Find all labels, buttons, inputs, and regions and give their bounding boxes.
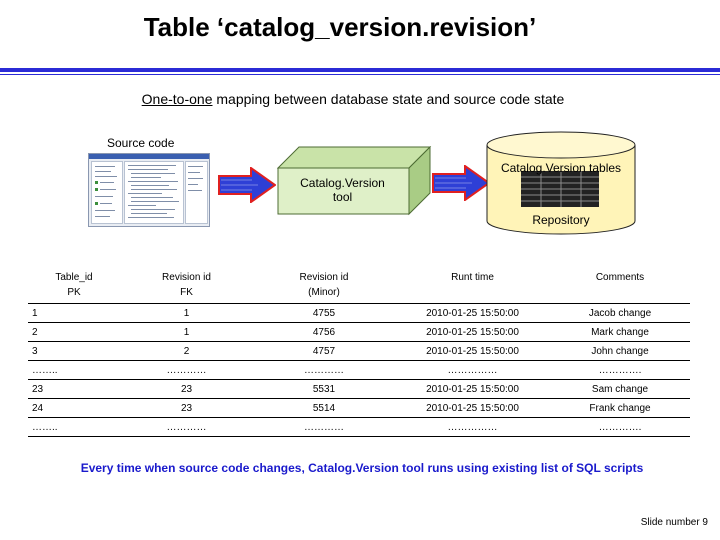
cell-table-id: 1 bbox=[28, 304, 120, 323]
header-revision-id: Revision id bbox=[162, 272, 211, 283]
tool-label-line1: Catalog.Version bbox=[300, 176, 385, 190]
cell-table-id: …….. bbox=[28, 361, 120, 380]
cell-comment: Frank change bbox=[550, 399, 690, 418]
subtitle-emphasis: One-to-one bbox=[141, 91, 213, 107]
header-comments: Comments bbox=[595, 272, 645, 283]
subtitle-text: mapping between database state and source code state bbox=[212, 91, 565, 107]
cell-revision-minor: 4756 bbox=[253, 323, 395, 342]
header-run-time: Runt time bbox=[451, 272, 494, 283]
cell-revision-minor: ………… bbox=[253, 361, 395, 380]
cell-comment: Mark change bbox=[550, 323, 690, 342]
header-pk: PK bbox=[67, 287, 81, 298]
title-divider-thin bbox=[0, 74, 720, 75]
cell-revision-minor: 4757 bbox=[253, 342, 395, 361]
cell-run-time: 2010-01-25 15:50:00 bbox=[395, 399, 550, 418]
table-row bbox=[28, 304, 690, 323]
header-revision-id-minor: Revision id bbox=[299, 272, 349, 283]
cell-table-id: 2 bbox=[28, 323, 120, 342]
cell-revision-id: 23 bbox=[120, 380, 253, 399]
cell-revision-minor: ………… bbox=[253, 418, 395, 437]
subtitle bbox=[0, 91, 706, 107]
cell-run-time: 2010-01-25 15:50:00 bbox=[395, 304, 550, 323]
source-code-label: Source code bbox=[107, 136, 175, 150]
tool-label-line2: tool bbox=[332, 190, 353, 204]
revision-table bbox=[28, 270, 690, 437]
repository-label: Repository bbox=[532, 213, 590, 227]
cell-comment: Sam change bbox=[550, 380, 690, 399]
header-fk: FK bbox=[180, 287, 193, 298]
arrow-right-icon-2 bbox=[432, 165, 490, 201]
cell-run-time: …………… bbox=[395, 418, 550, 437]
cell-revision-id: 1 bbox=[120, 323, 253, 342]
header-empty-2 bbox=[550, 285, 690, 304]
cell-table-id: 24 bbox=[28, 399, 120, 418]
cell-revision-id: ………… bbox=[120, 418, 253, 437]
cell-comment: John change bbox=[550, 342, 690, 361]
cell-comment: Jacob change bbox=[550, 304, 690, 323]
cell-revision-minor: 4755 bbox=[253, 304, 395, 323]
footer-note: Every time when source code changes, Catalog.Version tool runs using existing list of SQL scripts bbox=[80, 461, 644, 475]
table-row bbox=[28, 418, 690, 437]
table-row bbox=[28, 361, 690, 380]
cell-run-time: 2010-01-25 15:50:00 bbox=[395, 323, 550, 342]
header-minor: (Minor) bbox=[308, 287, 340, 298]
db-tables-icon bbox=[521, 171, 599, 207]
cell-revision-id: 2 bbox=[120, 342, 253, 361]
cell-run-time: 2010-01-25 15:50:00 bbox=[395, 342, 550, 361]
cell-revision-id: 1 bbox=[120, 304, 253, 323]
title-divider bbox=[0, 68, 720, 72]
table-row bbox=[28, 323, 690, 342]
cell-revision-minor: 5531 bbox=[253, 380, 395, 399]
table-row bbox=[28, 380, 690, 399]
cell-table-id: 23 bbox=[28, 380, 120, 399]
cell-run-time: …………… bbox=[395, 361, 550, 380]
cell-table-id: 3 bbox=[28, 342, 120, 361]
table-row bbox=[28, 342, 690, 361]
tool-label bbox=[277, 176, 408, 204]
cell-revision-minor: 5514 bbox=[253, 399, 395, 418]
page-title: Table ‘catalog_version.revision’ bbox=[143, 12, 537, 42]
cell-comment: …………. bbox=[550, 418, 690, 437]
cell-run-time: 2010-01-25 15:50:00 bbox=[395, 380, 550, 399]
cell-table-id: …….. bbox=[28, 418, 120, 437]
arrow-right-icon bbox=[218, 167, 276, 203]
cell-revision-id: 23 bbox=[120, 399, 253, 418]
source-code-screenshot bbox=[88, 153, 210, 227]
header-table-id: Table_id bbox=[55, 272, 93, 283]
repository-title: Catalog.Version tables bbox=[500, 161, 622, 175]
table-header-row bbox=[28, 270, 690, 285]
slide-number: Slide number 9 bbox=[640, 517, 708, 528]
table-header-row-2 bbox=[28, 285, 690, 304]
table-row bbox=[28, 399, 690, 418]
cell-revision-id: ………… bbox=[120, 361, 253, 380]
cell-comment: …………. bbox=[550, 361, 690, 380]
header-empty-1 bbox=[395, 285, 550, 304]
